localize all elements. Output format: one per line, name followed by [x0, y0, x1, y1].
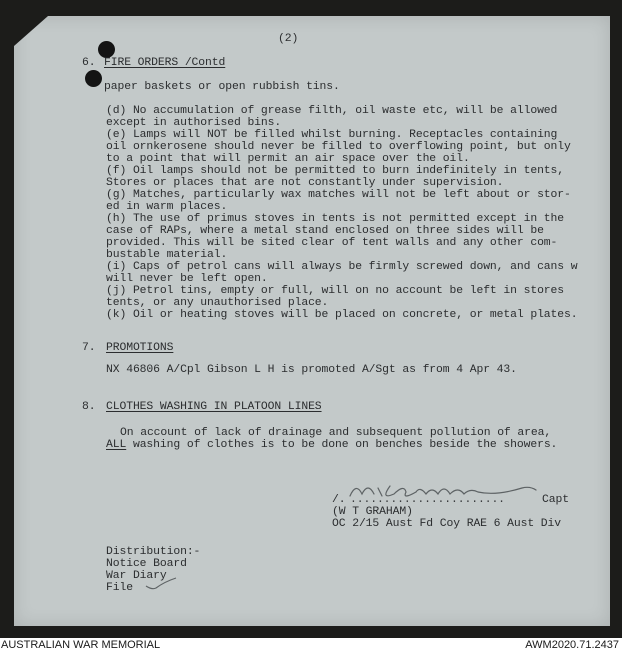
fire-orders-line: provided. This will be sited clear of tent walls and any other com-	[106, 237, 558, 249]
fire-orders-line: (i) Caps of petrol cans will always be firmly screwed down, and cans w	[106, 261, 578, 273]
fire-orders-line: (g) Matches, particularly wax matches will not be left about or stor-	[106, 189, 571, 201]
archive-name: AUSTRALIAN WAR MEMORIAL	[1, 639, 161, 651]
distribution-recipient: File	[106, 582, 133, 594]
fire-orders-line: (f) Oil lamps should not be permitted to burn indefinitely in tents,	[106, 165, 565, 177]
section-7-number: 7.	[82, 342, 96, 354]
checkmark-icon	[144, 576, 178, 592]
section-6-heading: FIRE ORDERS /Contd	[104, 57, 226, 69]
signature-rank: Capt	[542, 494, 569, 506]
distribution-recipient: War Diary	[106, 570, 167, 582]
fire-orders-line: (k) Oil or heating stoves will be placed on concrete, or metal plates.	[106, 309, 578, 321]
page-number: (2)	[278, 33, 299, 45]
archive-footer	[0, 638, 622, 653]
fire-orders-line: to a point that will permit an air space over the oil.	[106, 153, 470, 165]
fire-orders-line: Stores or places that are not constantly under supervision.	[106, 177, 504, 189]
signature-dotted-line: .......................	[350, 494, 505, 506]
fire-orders-line: bustable material.	[106, 249, 228, 261]
fire-orders-line: ed in warm places.	[106, 201, 228, 213]
fire-orders-line: (e) Lamps will NOT be filled whilst burning. Receptacles containing	[106, 129, 558, 141]
signatory-unit: OC 2/15 Aust Fd Coy RAE 6 Aust Div	[332, 518, 562, 530]
fire-orders-line: (d) No accumulation of grease filth, oil waste etc, will be allowed	[106, 105, 558, 117]
archive-reference: AWM2020.71.2437	[525, 639, 619, 651]
signature-dots-prefix: /.	[332, 494, 346, 506]
fire-orders-line: except in authorised bins.	[106, 117, 282, 129]
signatory-name: (W T GRAHAM)	[332, 506, 413, 518]
washing-text-line-2	[106, 439, 557, 451]
washing-text-line-1: On account of lack of drainage and subsequent pollution of area,	[120, 427, 552, 439]
handwritten-signature	[346, 478, 546, 506]
document-page	[14, 16, 610, 626]
fire-orders-line: case of RAPs, where a metal stand enclosed on three sides will be	[106, 225, 544, 237]
distribution-title: Distribution:-	[106, 546, 201, 558]
section-8-number: 8.	[82, 401, 96, 413]
fire-orders-line: will never be left open.	[106, 273, 268, 285]
promotion-text: NX 46806 A/Cpl Gibson L H is promoted A/Sgt as from 4 Apr 43.	[106, 364, 517, 376]
torn-corner	[14, 16, 48, 46]
emphasis-all: ALL	[106, 439, 127, 451]
section-7-heading: PROMOTIONS	[106, 342, 174, 354]
fire-orders-line: oil ornkerosene should never be filled to overflowing point, but only	[106, 141, 571, 153]
punch-hole-bottom	[85, 70, 102, 87]
washing-text-line-2-rest: washing of clothes is to be done on benches beside the showers.	[126, 439, 558, 451]
fire-orders-line: (j) Petrol tins, empty or full, will on no account be left in stores	[106, 285, 565, 297]
section-8-heading: CLOTHES WASHING IN PLATOON LINES	[106, 401, 322, 413]
distribution-recipient: Notice Board	[106, 558, 187, 570]
section-6-number: 6.	[82, 57, 96, 69]
fire-orders-line: tents, or any unauthorised place.	[106, 297, 329, 309]
punch-hole-top	[98, 41, 115, 58]
fire-orders-line: (h) The use of primus stoves in tents is not permitted except in the	[106, 213, 565, 225]
fire-orders-line: paper baskets or open rubbish tins.	[104, 81, 340, 93]
